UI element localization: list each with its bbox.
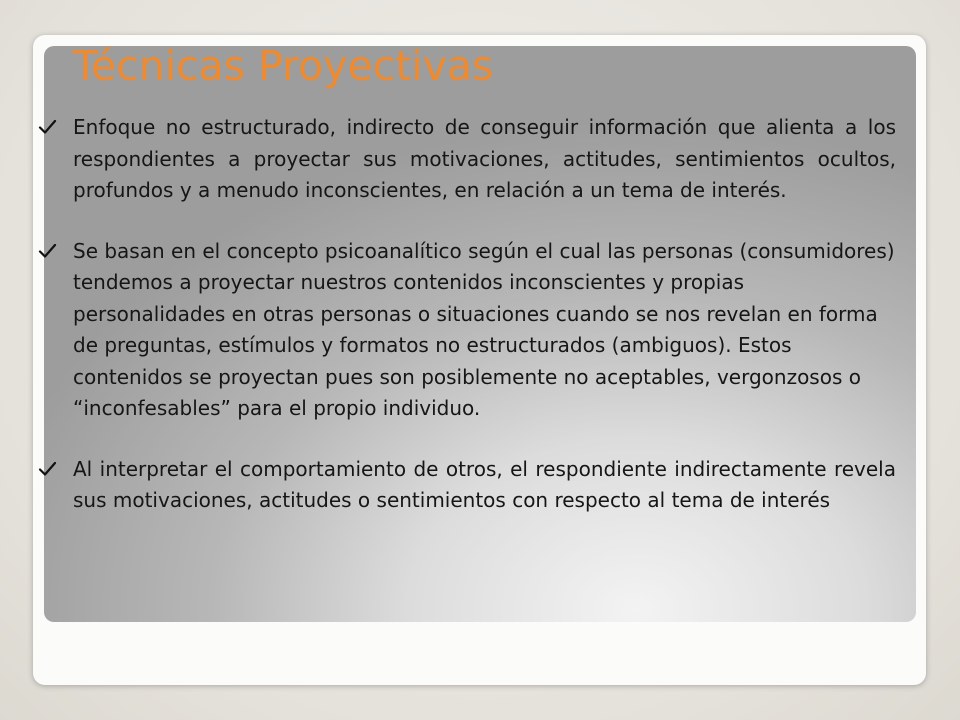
bullet-item [38,112,896,207]
slide-title: Técnicas Proyectivas [73,42,494,90]
bullet-text: Al interpretar el comportamiento de otros, el respondiente indirectamente revela sus motivaciones, actitudes o sentimientos con respecto al tema de interés [73,456,896,512]
checkmark-icon [38,119,57,135]
bullet-item [38,236,896,425]
bullet-text: Enfoque no estructurado, indirecto de conseguir información que alienta a los respondientes a proyectar sus motivaciones, actitudes, sentimientos ocultos, profundos y a menudo inconscientes, en relación a un tema de interés. [73,115,896,202]
checkmark-icon [38,243,57,259]
bullet-item [38,454,896,517]
checkmark-icon [38,461,57,477]
bullet-list [38,112,896,517]
bullet-text: Se basan en el concepto psicoanalítico según el cual las personas (consumidores) tendemos a proyectar nuestros contenidos inconscientes y propias personalidades en otras personas o situaciones cuando se nos revelan en forma de preguntas, estímulos y formatos no estructurados (ambiguos). Estos contenidos se proyectan pues son posiblemente no aceptables, vergonzosos o “inconfesables” para el propio individuo. [73,238,895,420]
